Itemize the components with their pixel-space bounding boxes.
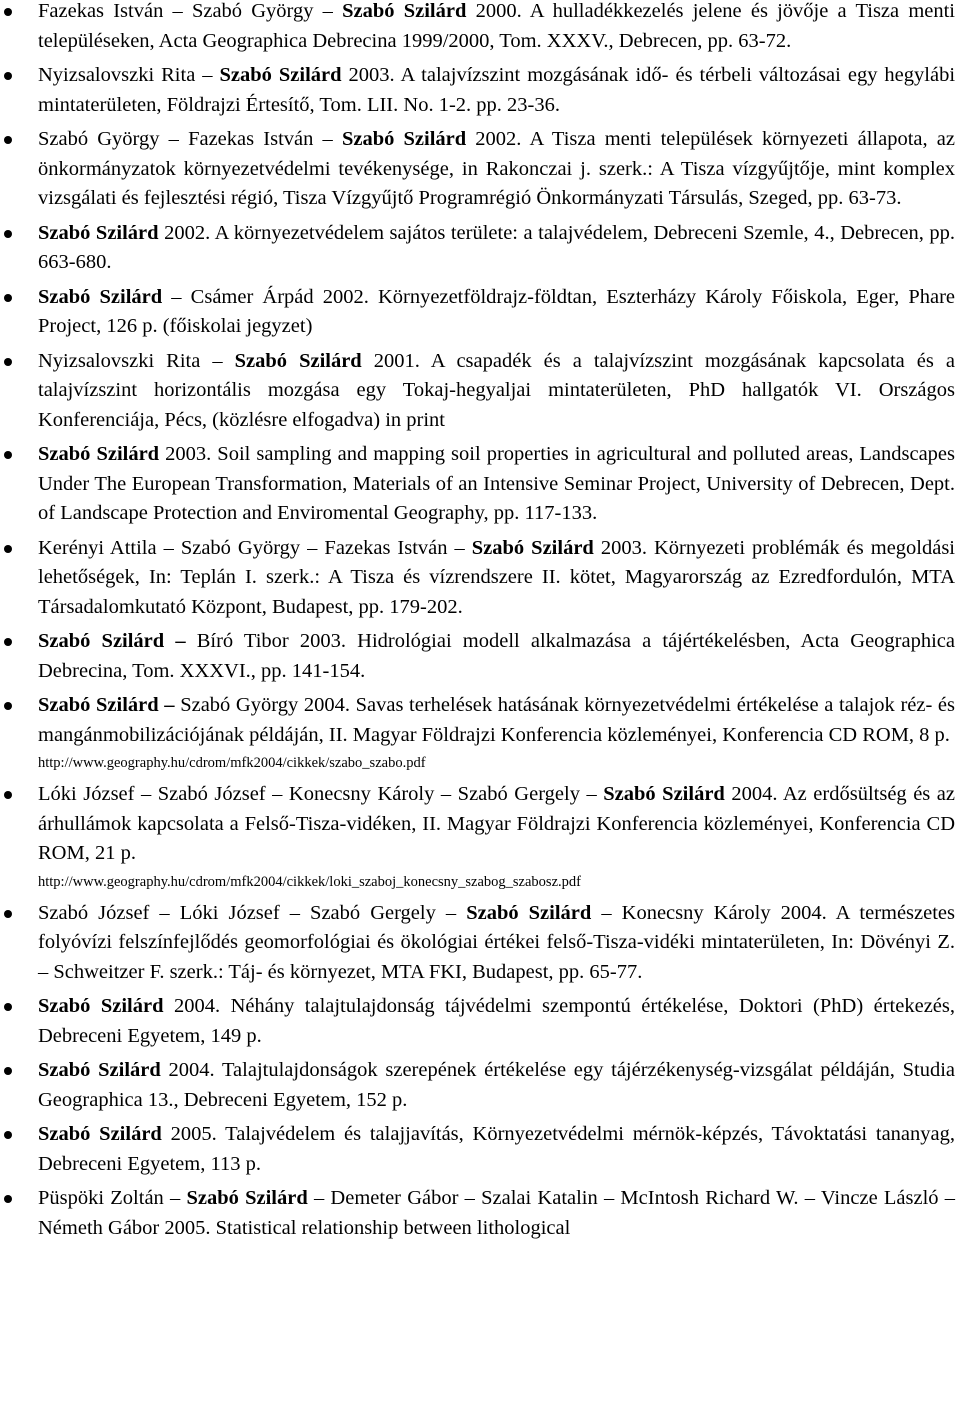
reference-highlight-author: Szabó Szilárd (186, 1187, 308, 1209)
reference-authors: Kerényi Attila – Szabó György – Fazekas István – (38, 536, 472, 559)
reference-item (38, 691, 955, 775)
reference-text: 2000. A hulladékkezelés jelene és jövője a Tisza menti településeken, Acta Geographica Debrecina 1999/2000, Tom. XXXV., Debrecen, pp. 63-72. (38, 0, 956, 52)
reference-highlight-author: Szabó Szilárd (603, 783, 725, 805)
reference-highlight-author: Szabó Szilárd (38, 221, 159, 244)
bullet-icon (4, 791, 12, 799)
bullet-icon (4, 1003, 12, 1011)
bullet-icon (4, 294, 12, 302)
bullet-icon (4, 910, 12, 918)
reference-text: 2001. A csapadék és a talajvízszint mozgásának kapcsolata és a talajvízszint horizontális mozgása egy Tokaj-hegyaljai mintaterületen, PhD hallgatók VI. Országos Konferenciája, Pécs, (közlésre elfogadva) in print (38, 349, 955, 431)
bullet-icon (4, 136, 12, 144)
reference-text: 2002. A Tisza menti települések környezeti állapota, az önkormányzatok környezetvédelmi tevékenysége, in Rakonczai j. szerk.: A Tisza vízgyűjtője, mint komplex vizsgálati és fejlesztési régió, Tisza Vízgyűjtő Programrégió Önkormányzati Társulás, Szeged, pp. 63-73. (38, 128, 955, 209)
bullet-icon (4, 358, 12, 366)
reference-item (38, 1120, 955, 1179)
reference-authors: Nyizsalovszki Rita – (38, 349, 235, 372)
reference-text: Szabó György 2004. Savas terhelések hatásának környezetvédelmi értékelése a talajok réz- és mangánmobilizációjának példáján, II. Magyar Földrajzi Konferencia közleményei, Konferencia CD ROM, 8 p. (38, 694, 956, 746)
reference-text: 2004. Az erdősültség és az árhullámok kapcsolata a Felső-Tisza-vidéken, II. Magyar Földrajzi Konferencia közleményei, Konferencia CD ROM, 21 p. (38, 783, 956, 864)
reference-list (38, 0, 955, 1248)
bullet-icon (4, 230, 12, 238)
reference-highlight-author: Szabó Szilárd (38, 1059, 161, 1081)
reference-item (38, 627, 955, 686)
reference-item (38, 992, 955, 1051)
reference-text: 2003. Környezeti problémák és megoldási lehetőségek, In: Teplán I. szerk.: A Tisza és vízrendszere II. kötet, Magyarország az Ezredfordulón, MTA Társadalomkutató Központ, Budapest, pp. 179-202. (38, 536, 956, 618)
reference-authors: Püspöki Zoltán – (38, 1187, 187, 1209)
reference-item (38, 61, 955, 120)
bullet-icon (4, 1067, 12, 1075)
reference-text: 2002. A környezetvédelem sajátos területe: a talajvédelem, Debreceni Szemle, 4., Debrecen, pp. 663-680. (38, 221, 955, 273)
bullet-icon (4, 8, 12, 16)
reference-highlight-author: Szabó Szilárd – (38, 630, 197, 652)
reference-highlight-author: Szabó Szilárd (342, 0, 467, 22)
reference-text: 2004. Talajtulajdonságok szerepének értékelése egy tájérzékenység-vizsgálat példáján, Studia Geographica 13., Debreceni Egyetem, 152 p. (38, 1059, 955, 1111)
bullet-icon (4, 638, 12, 646)
reference-item (38, 0, 955, 56)
bullet-icon (4, 545, 12, 553)
reference-authors: Szabó József – Lóki József – Szabó Gergely – (38, 901, 467, 924)
bullet-icon (4, 702, 12, 710)
reference-authors: Szabó György – Fazekas István – (38, 128, 342, 150)
reference-item (38, 347, 955, 436)
reference-text: – Konecsny Károly 2004. A természetes folyóvízi felszínfejlődés geomorfológiai és ökológiai értékei felső-Tisza-vidéki mintaterületen, In: Dövényi Z. – Schweitzer F. szerk.: Táj- és környezet, MTA FKI, Budapest, pp. 65-77. (38, 901, 956, 983)
reference-item (38, 780, 955, 894)
reference-highlight-author: Szabó Szilárd (466, 901, 592, 924)
reference-text: – Csámer Árpád 2002. Környezetföldrajz-földtan, Eszterházy Károly Főiskola, Eger, Phare Project, 126 p. (főiskolai jegyzet) (38, 285, 956, 337)
reference-item (38, 899, 955, 988)
reference-item (38, 440, 955, 529)
reference-text: – Demeter Gábor – Szalai Katalin – McIntosh Richard W. – Vincze László – Németh Gábor 2005. Statistical relationship between lithological (38, 1187, 955, 1239)
reference-text: 2005. Talajvédelem és talajjavítás, Környezetvédelmi mérnök-képzés, Távoktatási tananyag, Debreceni Egyetem, 113 p. (38, 1123, 956, 1175)
bullet-icon (4, 1131, 12, 1139)
reference-item (38, 283, 955, 342)
reference-item (38, 534, 955, 623)
reference-authors: Lóki József – Szabó József – Konecsny Károly – Szabó Gergely – (38, 783, 604, 805)
reference-authors: Fazekas István – Szabó György – (38, 0, 343, 22)
reference-highlight-author: Szabó Szilárd (471, 536, 594, 559)
reference-text: 2003. Soil sampling and mapping soil properties in agricultural and polluted areas, Landscapes Under The European Transformation, Materials of an Intensive Seminar Project, University of Debrecen, Dept. of Landscape Protection and Enviromental Geography, pp. 117-133. (38, 443, 955, 524)
reference-text: 2004. Néhány talajtulajdonság tájvédelmi szempontú értékelése, Doktori (PhD) értekezés, Debreceni Egyetem, 149 p. (38, 995, 955, 1047)
reference-highlight-author: Szabó Szilárd (38, 995, 164, 1017)
reference-url-link[interactable]: http://www.geography.hu/cdrom/mfk2004/cikkek/szabo_szabo.pdf (38, 755, 426, 771)
bullet-icon (4, 1195, 12, 1203)
reference-highlight-author: Szabó Szilárd (219, 64, 342, 86)
reference-item (38, 219, 955, 278)
reference-item (38, 125, 955, 214)
bullet-icon (4, 451, 12, 459)
bullet-icon (4, 72, 12, 80)
reference-highlight-author: Szabó Szilárd – (38, 694, 181, 716)
reference-item (38, 1056, 955, 1115)
reference-url-link[interactable]: http://www.geography.hu/cdrom/mfk2004/cikkek/loki_szaboj_konecsny_szabog_szabosz.pdf (38, 873, 581, 890)
reference-item (38, 1184, 955, 1243)
reference-text: Bíró Tibor 2003. Hidrológiai modell alkalmazása a tájértékelésben, Acta Geographica Debrecina, Tom. XXXVI., pp. 141-154. (38, 630, 955, 682)
reference-highlight-author: Szabó Szilárd (38, 1123, 162, 1145)
reference-authors: Nyizsalovszki Rita – (38, 64, 220, 86)
reference-text: 2003. A talajvízszint mozgásának idő- és térbeli változásai egy hegylábi mintaterületen, Földrajzi Értesítő, Tom. LII. No. 1-2. pp. 23-36. (38, 64, 956, 116)
reference-highlight-author: Szabó Szilárd (341, 128, 467, 150)
reference-highlight-author: Szabó Szilárd (38, 443, 160, 465)
reference-highlight-author: Szabó Szilárd (234, 349, 362, 372)
reference-highlight-author: Szabó Szilárd (38, 285, 163, 308)
